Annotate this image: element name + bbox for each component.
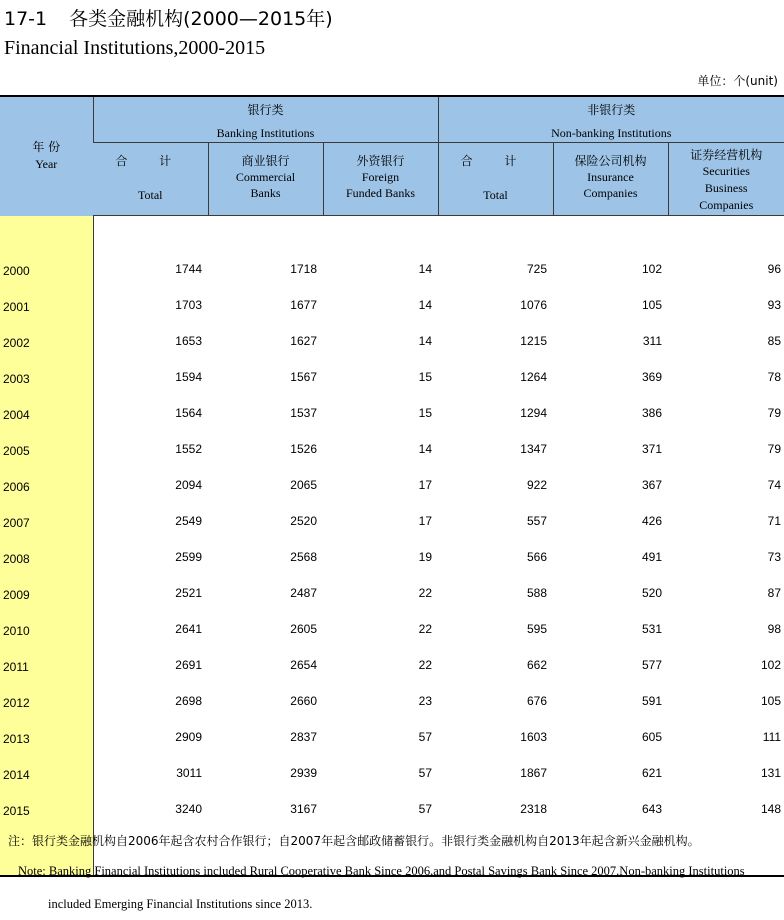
value-cell: 102: [641, 261, 662, 276]
column-header-en: Banks: [250, 186, 281, 200]
year-cell: 2004: [0, 395, 93, 431]
value-cell: 725: [526, 261, 547, 276]
year-cell: 2009: [0, 575, 93, 611]
table-row: [0, 575, 784, 611]
value-cell: 1215: [520, 333, 547, 348]
value-cell: 15: [418, 405, 432, 420]
value-cell: 1594: [175, 369, 202, 384]
value-cell: 1744: [175, 261, 202, 276]
value-cell: 531: [641, 621, 662, 636]
value-cell: 643: [641, 801, 662, 816]
value-cell: 17: [418, 513, 432, 528]
value-cell: 2660: [290, 693, 317, 708]
year-cell: 2007: [0, 503, 93, 539]
value-cell: 3167: [290, 801, 317, 816]
value-cell: 79: [767, 405, 782, 420]
nonbanking-header-en: Non-banking Institutions: [551, 126, 672, 140]
value-cell: 1264: [520, 369, 547, 384]
table-row: [0, 647, 784, 683]
banking-header-cn: 银行类: [247, 103, 284, 117]
value-cell: 79: [767, 441, 782, 456]
column-header-en: Total: [483, 188, 508, 202]
value-cell: 131: [761, 765, 782, 780]
value-cell: 14: [418, 261, 432, 276]
value-cell: 85: [767, 333, 782, 348]
value-cell: 74: [767, 477, 782, 492]
value-cell: 78: [767, 369, 782, 384]
year-cell: 2014: [0, 755, 93, 791]
value-cell: 491: [641, 549, 662, 564]
value-cell: 98: [767, 621, 782, 636]
year-cell: 2012: [0, 683, 93, 719]
value-cell: 367: [641, 477, 662, 492]
value-cell: 588: [526, 585, 547, 600]
value-cell: 2698: [175, 693, 202, 708]
value-cell: 73: [767, 549, 782, 564]
value-cell: 1526: [290, 441, 317, 456]
value-cell: 1537: [290, 405, 317, 420]
year-header: [0, 96, 93, 216]
nonbanking-header-cn: 非银行类: [587, 103, 636, 117]
spacer-row: [0, 216, 784, 251]
value-cell: 2520: [290, 513, 317, 528]
value-cell: 1718: [290, 261, 317, 276]
title-chinese: 各类金融机构(2000—2015年): [69, 8, 333, 30]
value-cell: 369: [641, 369, 662, 384]
value-cell: 2654: [290, 657, 317, 672]
commercial-banks-header: [208, 143, 323, 216]
note-english-line2: included Emerging Financial Institutions since 2013.: [48, 897, 313, 911]
column-header-en: Securities: [702, 164, 750, 178]
table-row: [0, 431, 784, 467]
value-cell: 520: [641, 585, 662, 600]
value-cell: 2599: [175, 549, 202, 564]
value-cell: 87: [767, 585, 782, 600]
year-cell: 2001: [0, 287, 93, 323]
value-cell: 922: [526, 477, 547, 492]
banking-group-header: [93, 96, 438, 143]
year-cell: 2005: [0, 431, 93, 467]
value-cell: 557: [526, 513, 547, 528]
column-header-en: Foreign: [361, 170, 400, 184]
value-cell: 93: [767, 297, 782, 312]
table-row: [0, 719, 784, 755]
value-cell: 1653: [175, 333, 202, 348]
value-cell: 57: [418, 729, 432, 744]
value-cell: 2641: [175, 621, 202, 636]
table-number: 17-1: [4, 8, 48, 30]
year-cell: 2015: [0, 791, 93, 827]
value-cell: 2837: [290, 729, 317, 744]
value-cell: 14: [418, 297, 432, 312]
year-header-en: Year: [35, 157, 58, 172]
value-cell: 311: [642, 333, 662, 348]
year-cell: 2013: [0, 719, 93, 755]
value-cell: 2939: [290, 765, 317, 780]
value-cell: 386: [641, 405, 662, 420]
value-cell: 14: [418, 333, 432, 348]
value-cell: 605: [641, 729, 662, 744]
value-cell: 1677: [290, 297, 317, 312]
value-cell: 148: [761, 801, 782, 816]
year-cell: 2006: [0, 467, 93, 503]
value-cell: 96: [767, 261, 782, 276]
column-header-en: Commercial: [235, 170, 296, 184]
column-header-cn: 证券经营机构: [690, 148, 763, 162]
column-header-cn: 外资银行: [356, 154, 405, 168]
table-row: [0, 323, 784, 359]
value-cell: 1552: [175, 441, 202, 456]
value-cell: 105: [761, 693, 782, 708]
value-cell: 105: [641, 297, 662, 312]
securities-companies-header: [668, 143, 784, 216]
nonbanking-total-header: [438, 143, 553, 216]
value-cell: 2568: [290, 549, 317, 564]
column-header-cn: 合 计: [460, 154, 531, 168]
value-cell: 676: [526, 693, 547, 708]
value-cell: 2318: [520, 801, 547, 816]
value-cell: 2094: [175, 477, 202, 492]
value-cell: 2521: [175, 585, 202, 600]
title-english: Financial Institutions,2000-2015: [4, 37, 266, 59]
table-row: [0, 467, 784, 503]
year-cell: 2003: [0, 359, 93, 395]
value-cell: 2605: [290, 621, 317, 636]
nonbanking-group-header: [438, 96, 784, 143]
table-row: [0, 251, 784, 287]
value-cell: 426: [641, 513, 662, 528]
column-header-en: Companies: [699, 198, 754, 212]
value-cell: 22: [418, 621, 432, 636]
value-cell: 71: [767, 513, 782, 528]
table-row: [0, 287, 784, 323]
column-header-en: Business: [704, 181, 748, 195]
value-cell: 23: [418, 693, 432, 708]
value-cell: 1567: [290, 369, 317, 384]
value-cell: 1347: [520, 441, 547, 456]
unit-label: 单位：个(unit): [697, 74, 778, 88]
value-cell: 621: [641, 765, 662, 780]
year-cell: 2008: [0, 539, 93, 575]
value-cell: 1603: [520, 729, 547, 744]
note-english-line1: Note: Banking Financial Institutions included Rural Cooperative Bank Since 2006,and Postal Savings Bank Since 2007.Non-banking Institutions: [18, 864, 745, 878]
value-cell: 3240: [175, 801, 202, 816]
value-cell: 14: [418, 441, 432, 456]
table-row: [0, 791, 784, 827]
value-cell: 1076: [520, 297, 547, 312]
financial-institutions-table: [0, 95, 784, 877]
table-row: [0, 683, 784, 719]
table-row: [0, 539, 784, 575]
value-cell: 662: [526, 657, 547, 672]
note-chinese: 注：银行类金融机构自2006年起含农村合作银行；自2007年起含邮政储蓄银行。非银行类金融机构自2013年起含新兴金融机构。: [8, 834, 700, 848]
value-cell: 22: [418, 657, 432, 672]
value-cell: 1867: [520, 765, 547, 780]
value-cell: 371: [641, 441, 662, 456]
value-cell: 17: [418, 477, 432, 492]
table-row: [0, 395, 784, 431]
value-cell: 3011: [176, 765, 202, 780]
year-cell: 2011: [0, 647, 93, 683]
banking-total-header: [93, 143, 208, 216]
value-cell: 15: [418, 369, 432, 384]
foreign-banks-header: [323, 143, 438, 216]
table-row: [0, 359, 784, 395]
value-cell: 591: [641, 693, 662, 708]
year-cell: 2002: [0, 323, 93, 359]
value-cell: 2487: [290, 585, 317, 600]
year-cell: 2000: [0, 251, 93, 287]
value-cell: 1564: [175, 405, 202, 420]
value-cell: 577: [641, 657, 662, 672]
column-header-en: Total: [138, 188, 163, 202]
value-cell: 2691: [175, 657, 202, 672]
value-cell: 22: [418, 585, 432, 600]
value-cell: 1294: [520, 405, 547, 420]
value-cell: 566: [526, 549, 547, 564]
value-cell: 2909: [175, 729, 202, 744]
value-cell: 2065: [290, 477, 317, 492]
column-header-en: Funded Banks: [346, 186, 415, 200]
value-cell: 57: [418, 765, 432, 780]
value-cell: 1703: [175, 297, 202, 312]
table-row: [0, 755, 784, 791]
value-cell: 2549: [175, 513, 202, 528]
value-cell: 102: [761, 657, 782, 672]
table-row: [0, 503, 784, 539]
page-title: [4, 4, 333, 31]
value-cell: 1627: [290, 333, 317, 348]
column-header-cn: 商业银行: [241, 154, 290, 168]
column-header-cn: 保险公司机构: [574, 154, 647, 168]
column-header-en: Insurance: [587, 170, 634, 184]
value-cell: 111: [762, 729, 782, 744]
table-row: [0, 611, 784, 647]
insurance-companies-header: [553, 143, 668, 216]
year-cell: 2010: [0, 611, 93, 647]
banking-header-en: Banking Institutions: [216, 126, 315, 140]
value-cell: 57: [418, 801, 432, 816]
value-cell: 19: [418, 549, 432, 564]
column-header-cn: 合 计: [115, 154, 186, 168]
year-header-cn: 年 份: [32, 140, 61, 155]
value-cell: 595: [526, 621, 547, 636]
column-header-en: Companies: [583, 186, 638, 200]
